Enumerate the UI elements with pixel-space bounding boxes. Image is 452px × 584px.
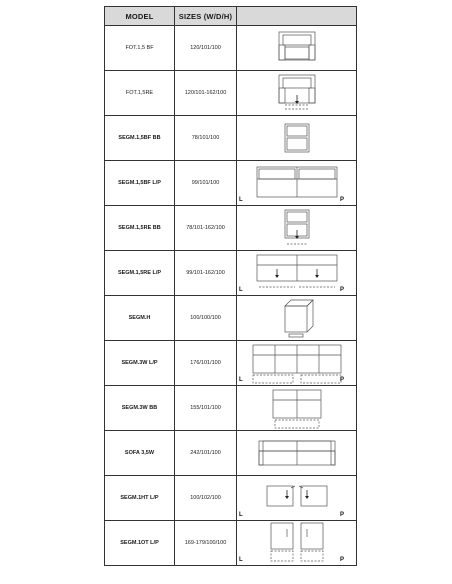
corner-seat-drawing <box>237 296 357 340</box>
sizes-column-header: SIZES (W/D/H) <box>175 7 237 26</box>
table-row <box>105 296 357 341</box>
drawing-cell <box>237 251 357 296</box>
size-cell: 176/101/100 <box>175 341 237 386</box>
right-label: P <box>340 512 345 518</box>
table-row <box>105 26 357 71</box>
right-label: P <box>340 557 345 563</box>
right-label: P <box>340 287 345 293</box>
one-arm-seat-drawing <box>237 161 357 205</box>
left-label: L <box>239 197 243 203</box>
model-cell: SEGM.3W L/P <box>105 341 175 386</box>
model-cell: SEGM.3W BB <box>105 386 175 431</box>
table-row <box>105 431 357 476</box>
size-cell: 169-179/100/100 <box>175 521 237 566</box>
drawing-cell <box>237 71 357 116</box>
right-label: P <box>340 377 345 383</box>
table-row <box>105 206 357 251</box>
armchair-drawing <box>237 26 357 70</box>
size-cell: 155/101/100 <box>175 386 237 431</box>
drawing-cell <box>237 341 357 386</box>
drawing-cell <box>237 431 357 476</box>
size-table <box>104 6 357 566</box>
table-row <box>105 476 357 521</box>
chaise-seat-drawing <box>237 521 357 565</box>
drawing-cell <box>237 296 357 341</box>
three-seat-armless-drawing <box>237 386 357 430</box>
drawing-cell <box>237 161 357 206</box>
size-table-sheet <box>104 6 356 566</box>
size-cell: 120/101-162/100 <box>175 71 237 116</box>
size-cell: 100/102/100 <box>175 476 237 521</box>
armless-recliner-drawing <box>237 206 357 250</box>
drawing-cell <box>237 206 357 251</box>
size-cell: 99/101/100 <box>175 161 237 206</box>
model-column-header: MODEL <box>105 7 175 26</box>
left-label: L <box>239 377 243 383</box>
table-row <box>105 386 357 431</box>
sofa-drawing <box>237 431 357 475</box>
size-cell: 100/100/100 <box>175 296 237 341</box>
table-row <box>105 251 357 296</box>
table-row <box>105 116 357 161</box>
right-label: P <box>340 197 345 203</box>
drawing-cell <box>237 476 357 521</box>
left-label: L <box>239 557 243 563</box>
model-cell: FOT.1,5 BF <box>105 26 175 71</box>
armchair-recliner-drawing <box>237 71 357 115</box>
drawing-cell <box>237 116 357 161</box>
size-cell: 242/101/100 <box>175 431 237 476</box>
table-row <box>105 341 357 386</box>
table-row <box>105 71 357 116</box>
table-header-row <box>105 7 357 26</box>
armless-seat-drawing <box>237 116 357 160</box>
drawing-cell <box>237 26 357 71</box>
drawing-cell <box>237 386 357 431</box>
one-arm-recliner-drawing <box>237 251 357 295</box>
left-label: L <box>239 512 243 518</box>
size-cell: 78/101/100 <box>175 116 237 161</box>
model-cell: SEGM.1,5BF BB <box>105 116 175 161</box>
size-cell: 120/101/100 <box>175 26 237 71</box>
model-cell: SEGM.1OT L/P <box>105 521 175 566</box>
model-cell: SEGM.1,5BF L/P <box>105 161 175 206</box>
model-cell: SEGM.1HT L/P <box>105 476 175 521</box>
model-cell: SEGM.1,5RE BB <box>105 206 175 251</box>
headrest-seat-drawing <box>237 476 357 520</box>
model-cell: SOFA 3,5W <box>105 431 175 476</box>
table-row <box>105 161 357 206</box>
model-cell: SEGM.1,5RE L/P <box>105 251 175 296</box>
size-cell: 99/101-162/100 <box>175 251 237 296</box>
three-seat-one-arm-drawing <box>237 341 357 385</box>
size-cell: 78/101-162/100 <box>175 206 237 251</box>
model-cell: FOT.1,5RE <box>105 71 175 116</box>
drawing-column-header <box>237 7 357 26</box>
table-row <box>105 521 357 566</box>
model-cell: SEGM.H <box>105 296 175 341</box>
left-label: L <box>239 287 243 293</box>
drawing-cell <box>237 521 357 566</box>
